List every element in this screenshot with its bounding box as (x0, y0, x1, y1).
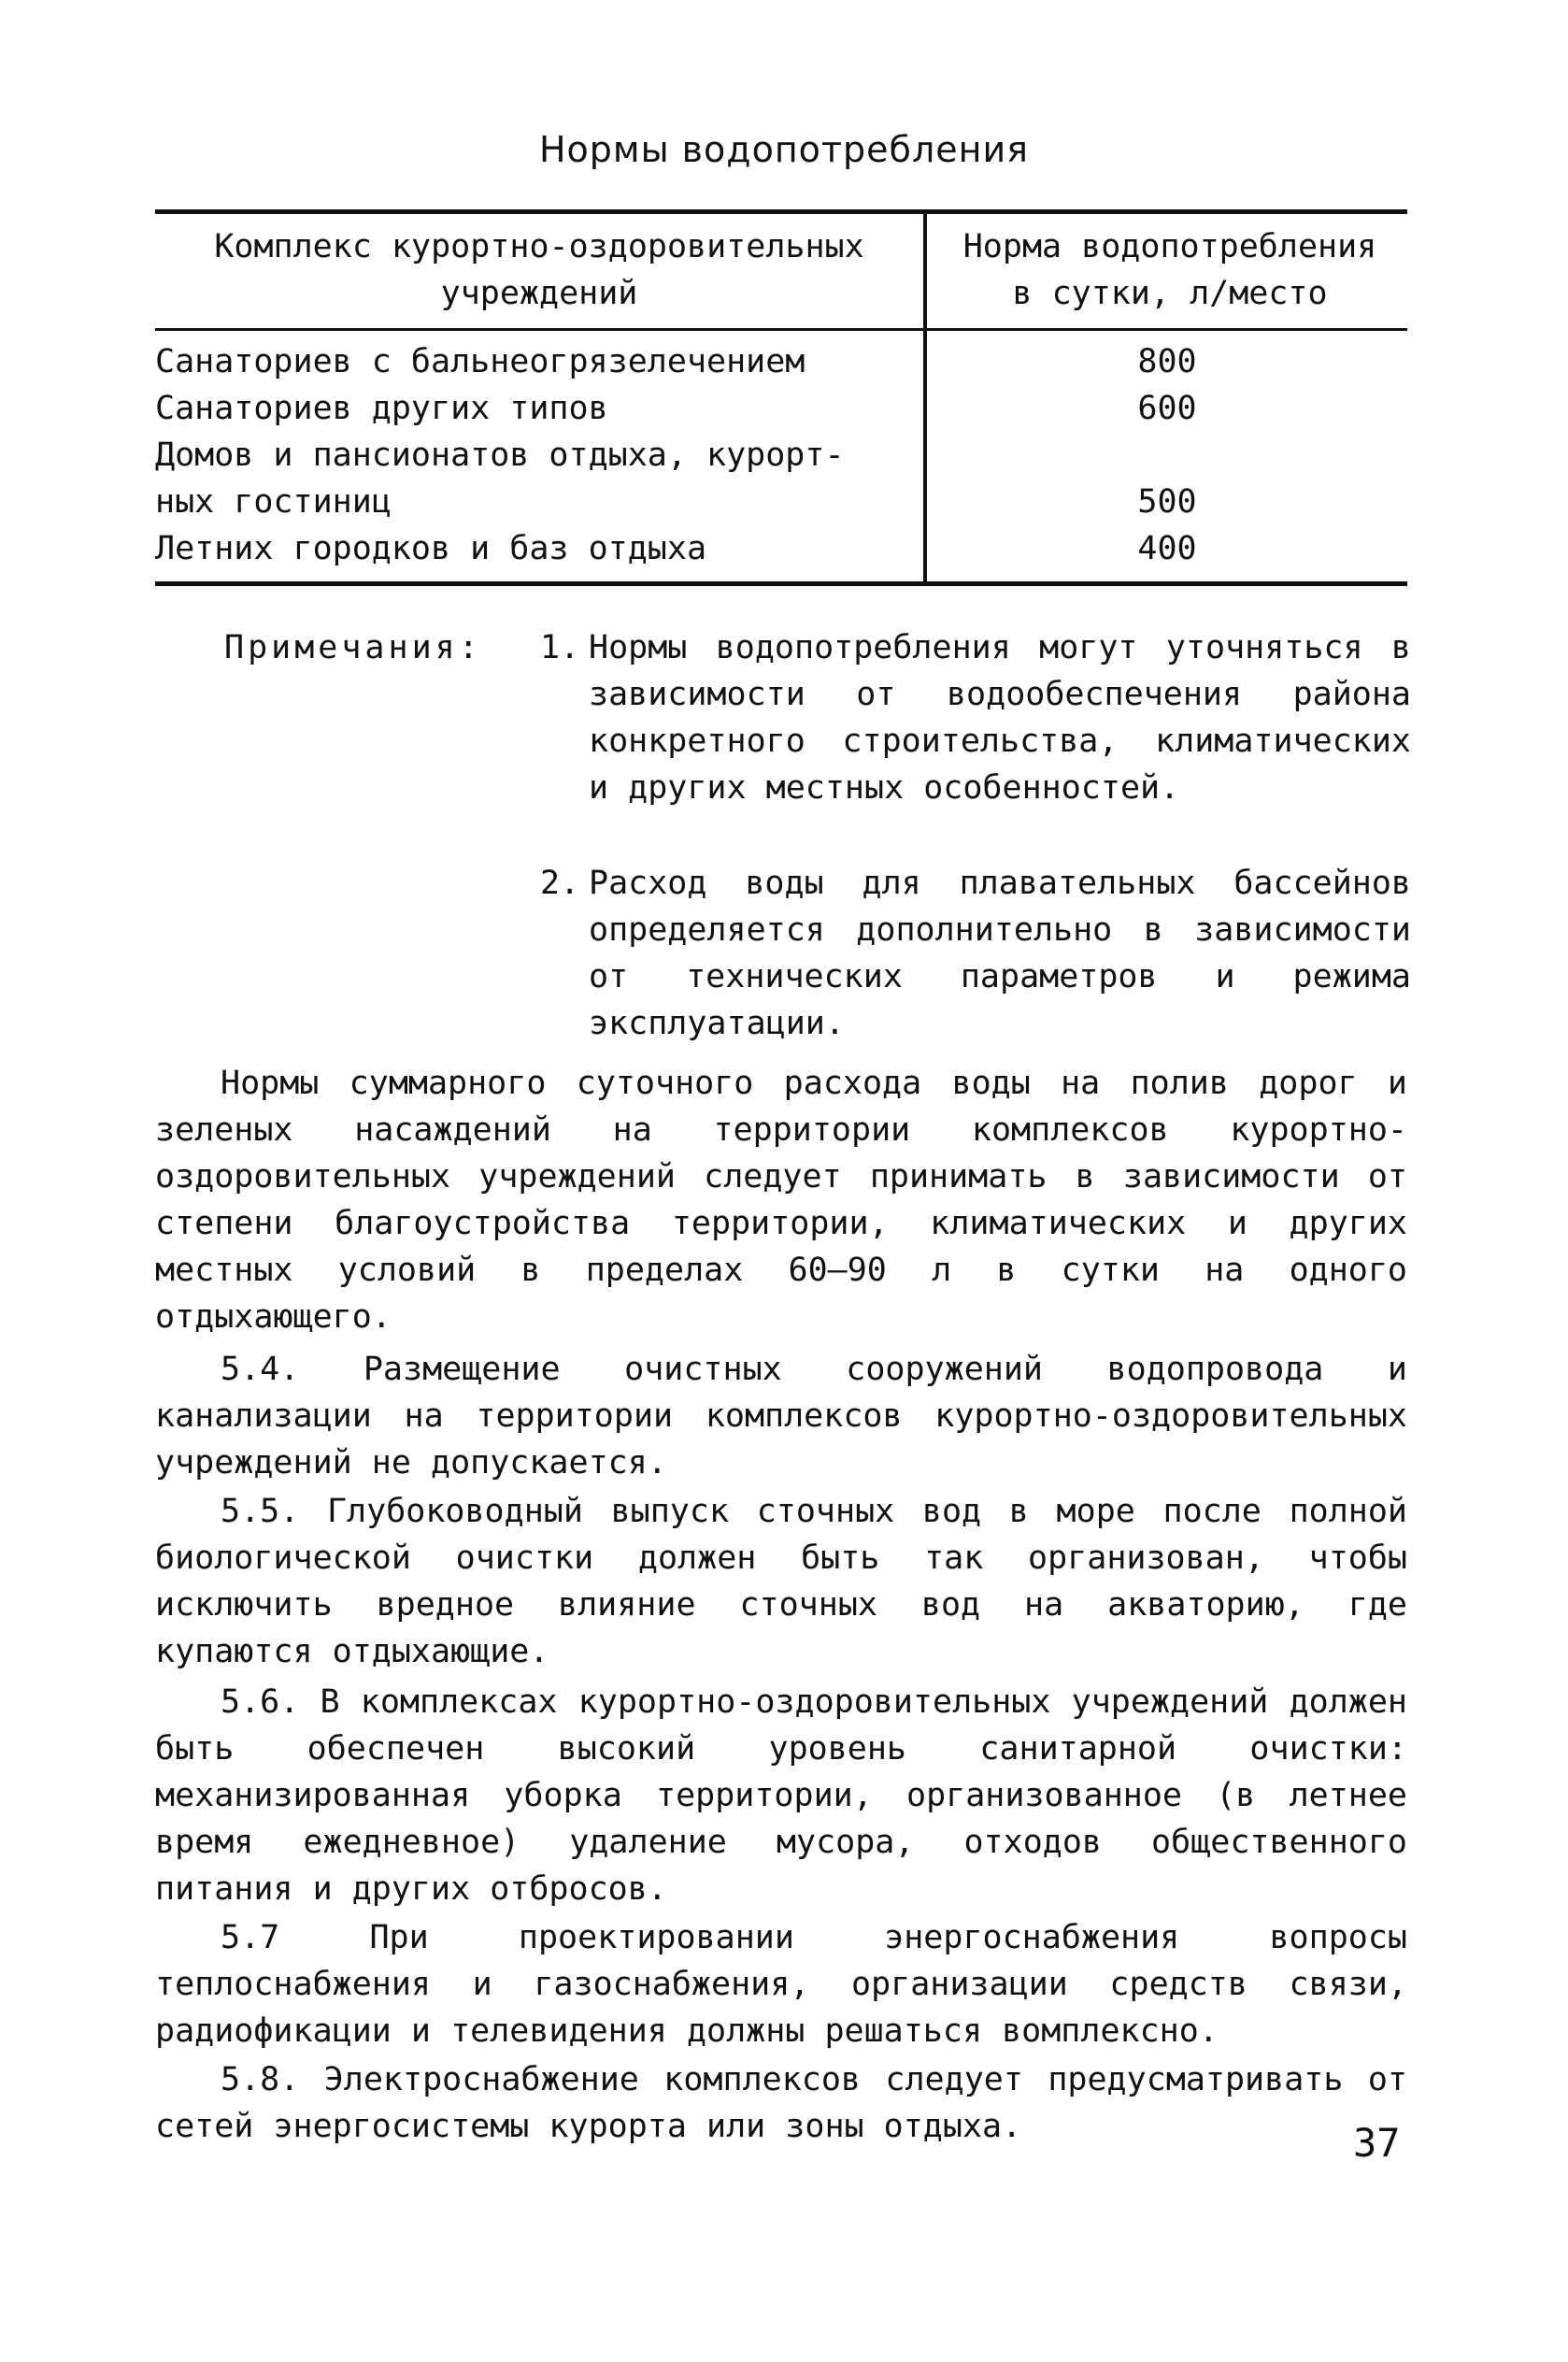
table-row-label: Санаториев с бальнеогрязелечением (155, 343, 805, 380)
table-row-value: 600 (1137, 390, 1197, 427)
header-complex-line-2: учреждений (440, 275, 638, 312)
header-norm-line-1: Норма водопотребления (962, 228, 1377, 265)
paragraph (155, 1914, 1407, 2054)
table-row-spacer (927, 432, 1407, 479)
note-number: 1. (540, 629, 580, 666)
header-norm-line-2: в сутки, л/место (1012, 275, 1328, 312)
body-values (927, 331, 1407, 581)
table-row-value: 400 (1137, 530, 1197, 567)
paragraph-text: Нормы суммарного суточного расхода воды на полив дорог и зеленых насаждений на территории комплексов курортно-оздоровительных учреждений следует принимать в зависимости от степени благоустройства территории, климатических и других местных условий в пределах 60–90 л в сутки на одного отдыхающего. (155, 1065, 1407, 1336)
page-number: 37 (1353, 2120, 1401, 2166)
header-complex-line-1: Комплекс курортно-оздоровительных (214, 228, 864, 265)
water-norms-table (155, 209, 1407, 586)
table-row-label: Летних городков и баз отдыха (155, 530, 707, 567)
paragraph (155, 1346, 1407, 1486)
note-item (540, 624, 1411, 811)
paragraph (155, 1060, 1407, 1340)
table-title: Нормы водопотребления (538, 129, 1030, 170)
table-body (155, 331, 1407, 581)
notes-label: Примечания: (224, 629, 482, 666)
table-row-label: Домов и пансионатов отдыха, курорт- (155, 437, 845, 474)
paragraph-text: 5.5. Глубоководный выпуск сточных вод в море после полной биологической очистки должен быть так организован, чтобы исключить вредное влияние сточных вод на акваторию, где купаются отдыхающие. (155, 1493, 1407, 1670)
table-bottom-rule (155, 581, 1407, 586)
note-text: Нормы водопотребления могут уточняться в зависимости от водообеспечения района конкретного строительства, климатических и других местных особенностей. (589, 629, 1411, 807)
note-item (540, 860, 1411, 1047)
header-complex (155, 214, 923, 328)
table-row-label: Санаториев других типов (155, 390, 608, 427)
note-text: Расход воды для плавательных бассейнов определяется дополнительно в зависимости от технических параметров и режима эксплуатации. (589, 865, 1411, 1042)
table-row-value: 800 (1137, 343, 1197, 380)
body-labels (155, 331, 923, 581)
table-header (155, 214, 1407, 328)
table-row-label: ных гостиниц (155, 483, 392, 521)
paragraph (155, 2056, 1407, 2150)
paragraph-text: 5.8. Электроснабжение комплексов следует предусматривать от сетей энергосистемы курорта или зоны отдыха. (155, 2061, 1407, 2145)
note-number: 2. (540, 865, 580, 902)
paragraph (155, 1488, 1407, 1675)
header-norm (927, 214, 1407, 328)
table-row-value: 500 (1137, 483, 1197, 521)
paragraph-text: 5.6. В комплексах курортно-оздоровительных учреждений должен быть обеспечен высокий уровень санитарной очистки: механизированная уборка территории, организованное (в летнее время ежедневное) удаление мусора, отходов общественного питания и других отбросов. (155, 1683, 1407, 1908)
paragraph-text: 5.7 При проектировании энергоснабжения вопросы теплоснабжения и газоснабжения, организации средств связи, радиофикации и телевидения должны решаться вомплексно. (155, 1919, 1407, 2050)
paragraph (155, 1679, 1407, 1912)
paragraph-text: 5.4. Размещение очистных сооружений водопровода и канализации на территории комплексов курортно-оздоровительных учреждений не допускается. (155, 1351, 1407, 1482)
